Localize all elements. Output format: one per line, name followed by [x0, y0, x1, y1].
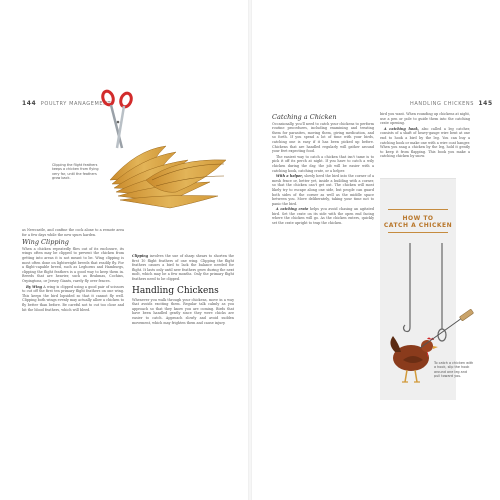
right-col1-para2: The easiest way to catch a chicken that isn't tame is to pick it off its perch at night. If you have to catch a wily chicken during the day, the job will be easier with a catching hook, catching crate, or a helper. [272, 154, 374, 173]
right-col1-para3-lead: With a helper, [276, 174, 304, 179]
left-page-number: 144 [22, 100, 37, 107]
right-running-head [410, 100, 493, 107]
right-col2-para1-lead: A catching hook, [384, 126, 419, 131]
left-col1-para1: When a chicken repeatedly flies out of its enclosure, its wings often may be clipped to prevent the chicken from getting into areas it is not meant to be. Wing clipping is most often done on lightweight breeds that readily fly. For a flight-capable breed, such as Leghorns and Hamburgs, clipping the flight feathers is a good way to keep them in. Breeds that are heavier, such as Brahmas, Cochins, Orpingtons, or Jersey Giants, rarely fly over fences. [22, 246, 124, 283]
sidebar-bottom-rule [388, 232, 448, 233]
left-col1-intro: as Newcastle, and confine the cock alone to a remote area for a few days while the new spurs harden. [22, 228, 124, 237]
right-column-1 [272, 112, 374, 472]
right-col1-para4: helps you avoid chasing an agitated bird. Set the crate on its side with the open end facing where the chicken will go. As the chicken enters, quickly set the crate upright to trap the chicken. [272, 207, 374, 226]
sidebar-title [380, 215, 456, 229]
sidebar-caption: To catch a chicken with a hook, slip the hook around one leg and pull toward you. [434, 361, 474, 379]
sidebar-title-line1: HOW TO [402, 215, 434, 222]
left-col2-para1: involves the use of sharp shears to shorten the first 10 flight feathers of one wing. Clipping the flight feathers causes a bird to lack the balance needed for flight. It lasts only until new feathers grow during the next molt, which may be a few months. Only the primary flight feathers need to be clipped. [132, 254, 234, 281]
left-column-1 [22, 228, 124, 468]
catching-chicken-heading: Catching a Chicken [272, 113, 337, 121]
sidebar-top-rule [388, 209, 448, 210]
right-running-title: HANDLING CHICKENS [410, 101, 475, 107]
left-column-2 [132, 254, 234, 468]
right-col1-para4-lead: A catching crate [276, 207, 309, 212]
right-page-number: 145 [478, 100, 493, 107]
right-col1-para1: Occasionally, you'll need to catch your chickens to perform routine procedures, including examining and treating them for parasites, moving them, giving medication, and so forth. If you spend a lot of time with your birds, catching one is easy if it has been picked up before. Chickens that are handled regularly will gather around your feet expecting food. [272, 121, 374, 154]
hook-pole-icon [416, 312, 476, 352]
left-running-title: POULTRY MANAGEMENT [40, 101, 112, 107]
left-col2-para1-lead: Clipping [132, 254, 149, 258]
right-column-2 [380, 112, 470, 176]
chicken-wing-illustration [106, 140, 236, 220]
right-col1-para3: slowly herd the bird into the corner of a mesh fence or, better yet, inside a building with a corner, so that the chicken can't get out. The chicken will most likely try to escape along one side, but people can guard both sides of the corner as well as the middle space between you. Move deliberately, taking your time not to panic the bird. [272, 174, 374, 206]
handling-chickens-heading: Handling Chickens [132, 285, 219, 296]
wing-clipping-caption: Clipping the flight feathers keeps a chicken from flying very far, until the feathers grow back. [52, 163, 99, 181]
sidebar-title-line2: CATCH A CHICKEN [383, 222, 453, 229]
right-col2-para1: also called a leg catcher, consists of a shaft of heavy-gauge wire bent at one end to hook a bird by the leg. You can buy a catching hook or make one with a wire coat hanger. When you snag a chicken by the leg, hold it gently to keep it from flapping. This book you make a catching chicken by snow. [380, 126, 470, 159]
right-col2-intro: bird you want. When rounding up chickens at night, use a pen or pole to guide them into the catching crate opening. [380, 112, 470, 126]
left-col2-para2: Whenever you walk through your chickens, move in a way that avoids exciting them. Regular talk calmly as you approach so that they know you are coming. Birds that have been handled gently since they were chicks are easier to catch. Approach slowly and avoid sudden movement, which may frighten them and cause injury. [132, 297, 234, 325]
book-gutter [248, 0, 252, 500]
wing-clipping-heading: Wing Clipping [22, 238, 69, 247]
left-col1-para2: A wing is clipped using a good pair of scissors to cut off the first ten primary flight feathers on one wing. This keeps the bird lopsided so that it cannot fly well. Clipping both wings evenly may actually allow a chicken to fly better than before. Be careful not to cut too close and hit the blood feathers, which will bleed. [22, 284, 124, 312]
left-col1-para2-lead: By Wing [26, 284, 43, 289]
